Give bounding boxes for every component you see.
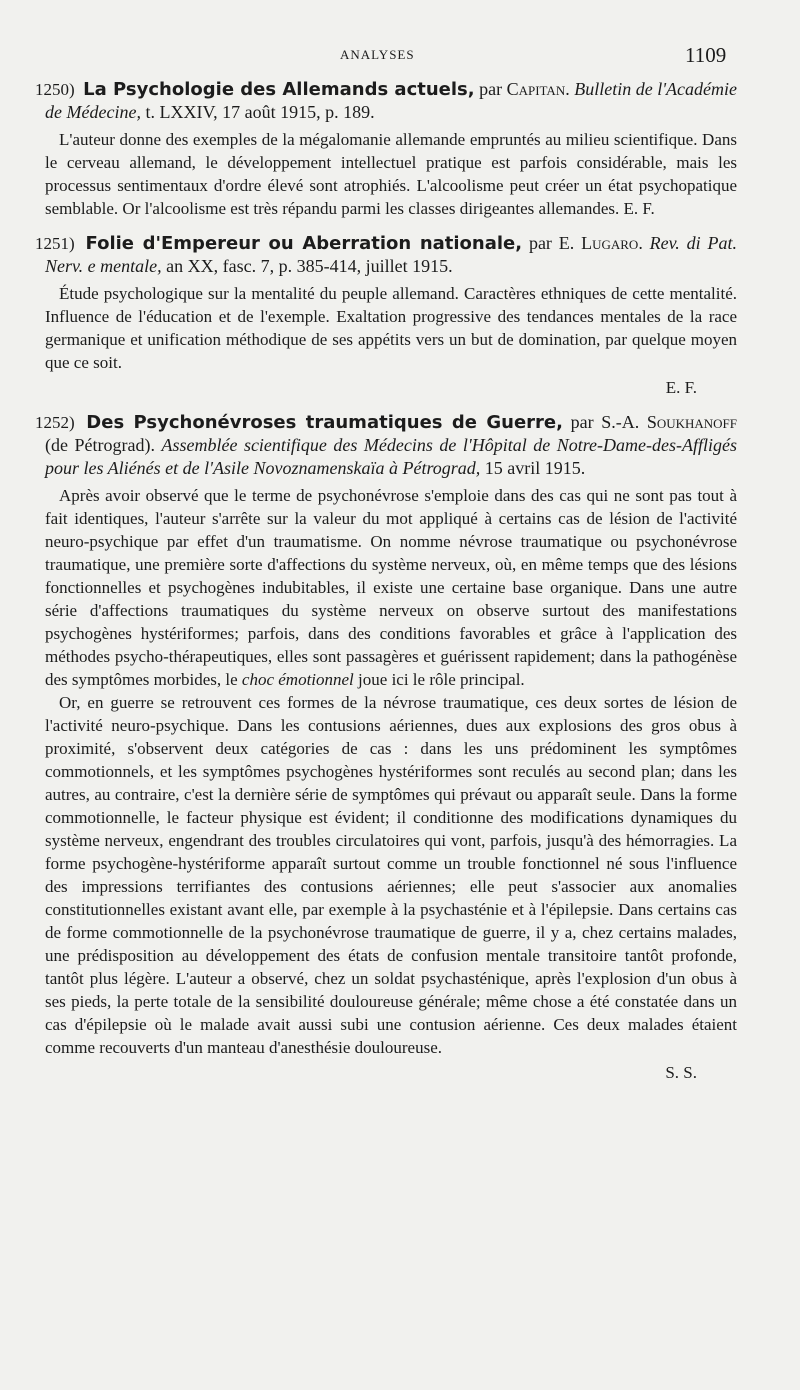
entry-body <box>45 128 737 220</box>
paragraph <box>45 484 737 691</box>
entry-heading <box>35 78 738 124</box>
entry-heading <box>35 411 738 480</box>
entry-title: Folie d'Empereur ou Aberration nationale, <box>85 233 523 254</box>
entry-title: La Psychologie des Allemands actuels, <box>83 79 475 100</box>
entry-by: par <box>570 412 594 432</box>
paragraph: L'auteur donne des exemples de la mégalomanie allemande empruntés au milieu scientifique. Dans le cerveau allemand, le développement intellectuel pratique est parfois considérable, mais les processus sentimentaux d'ordre élevé sont atrophiés. L'alcoolisme peut créer un état psychopatique semblable. Or l'alcoolisme est très répandu parmi les classes dirigeantes allemandes. E. F. <box>45 130 737 218</box>
entry-citation: t. LXXIV, 17 août 1915, p. 189. <box>145 102 375 122</box>
entry-author: S.-A. Soukhanoff <box>601 412 738 432</box>
entry-number: 1251) <box>35 234 75 253</box>
entry-source: Assemblée scientifique des Médecins de l'Hôpital de Notre-Dame-des-Affligés pour les Aliénés et de l'Asile Novoznamenskaïa à Pétrograd, <box>45 435 737 478</box>
entry-source: Bulletin de l'Académie de Médecine, <box>45 79 738 122</box>
entry-citation: an XX, fasc. 7, p. 385-414, juillet 1915. <box>166 256 453 276</box>
signature: E. F. <box>665 378 697 397</box>
entry-number: 1250) <box>35 80 75 99</box>
entry-1250 <box>35 78 738 220</box>
entry-1252 <box>35 411 738 1084</box>
entry-body <box>45 282 737 374</box>
paragraph-text: joue ici le rôle principal. <box>358 670 525 689</box>
entry-source: Rev. di Pat. Nerv. e mentale, <box>45 233 737 276</box>
paragraph: Or, en guerre se retrouvent ces formes de la névrose traumatique, ces deux sortes de lésion de l'activité neuro-psychique. Dans les contusions aériennes, dues aux explosions des gros obus à proximité, s'observent deux catégories de cas : dans les uns prédominent les symptômes commotionnels, et les symptômes psychogènes hystériformes sont reculés au second plan; dans les autres, au contraire, c'est la dernière série de symptômes qui prévaut ou apparaît seule. Dans la forme commotionnelle, le facteur physique est évident; il conditionne des modifications dynamiques du système nerveux, engendrant des troubles circulatoires qui vont, parfois, jusqu'à des hémorragies. La forme psychogène-hystériforme apparaît surtout comme un trouble fonctionnel né sous l'influence des impressions terrifiantes des contusions aériennes; elle peut s'associer aux anomalies constitutionnelles existant avant elle, par exemple à la psychasténie et à l'épilepsie. Dans certains cas de forme commotionnelle de la psychonévrose traumatique de guerre, il y a, chez certains malades, une prédisposition au développement des états de confusion mentale transitoire tantôt profonde, tantôt plus légère. L'auteur a observé, chez un soldat psychasténique, après l'explosion d'un obus à ses pieds, la perte totale de la sensibilité douloureuse générale; même chose a été constatée dans un cas d'épilepsie où le malade avait aussi subi une contusion aérienne. Ces deux malades étaient comme recouverts d'un manteau d'anesthésie douloureuse. <box>45 693 737 1057</box>
content <box>35 78 738 1096</box>
paragraph-text: Après avoir observé que le terme de psychonévrose s'emploie dans des cas qui ne sont pas tout à fait identiques, l'auteur s'arrête sur la valeur du mot appliqué à certains cas de lésion de l'activité neuro-psychique par effet d'un traumatisme. On nomme névrose traumatique ou psychonévrose traumatique, une première sorte d'affections du système nerveux, où, en même temps que des lésions fonctionnelles et psychogènes indubitables, il existe une certaine base organique. Dans une autre série d'affections traumatiques du système nerveux on observe surtout des manifestations psychogènes hystériformes; parfois, dans des conditions favorables et grâce à l'application des méthodes psycho-thérapeutiques, elles sont passagères et guérissent rapidement; dans la pathogénèse des symptômes morbides, le <box>45 486 737 689</box>
signature: S. S. <box>665 1063 697 1082</box>
entry-author-place: (de Pétrograd). <box>45 435 155 455</box>
entry-body <box>45 484 737 1059</box>
paragraph: Étude psychologique sur la mentalité du peuple allemand. Caractères ethniques de cette mentalité. Influence de l'éducation et de l'exemple. Exaltation progressive des tendances mentales de la race germanique et unification méthodique de ses appétits vers un but de domination, par quelque moyen que ce soit. <box>45 284 737 372</box>
entry-number: 1252) <box>35 413 75 432</box>
entry-author: E. Lugaro. <box>558 233 643 253</box>
page-number: 1109 <box>685 43 727 67</box>
entry-heading <box>35 232 737 278</box>
entry-1251 <box>35 232 737 399</box>
entry-author: Capitan. <box>506 79 570 99</box>
paragraph-emphasis: choc émotionnel <box>241 670 354 689</box>
entry-by: par <box>528 233 552 253</box>
running-title: ANALYSES <box>340 47 415 62</box>
entry-title: Des Psychonévroses traumatiques de Guerre, <box>86 412 563 433</box>
entry-by: par <box>479 79 503 99</box>
running-head <box>0 43 800 69</box>
entry-citation: 15 avril 1915. <box>484 458 586 478</box>
